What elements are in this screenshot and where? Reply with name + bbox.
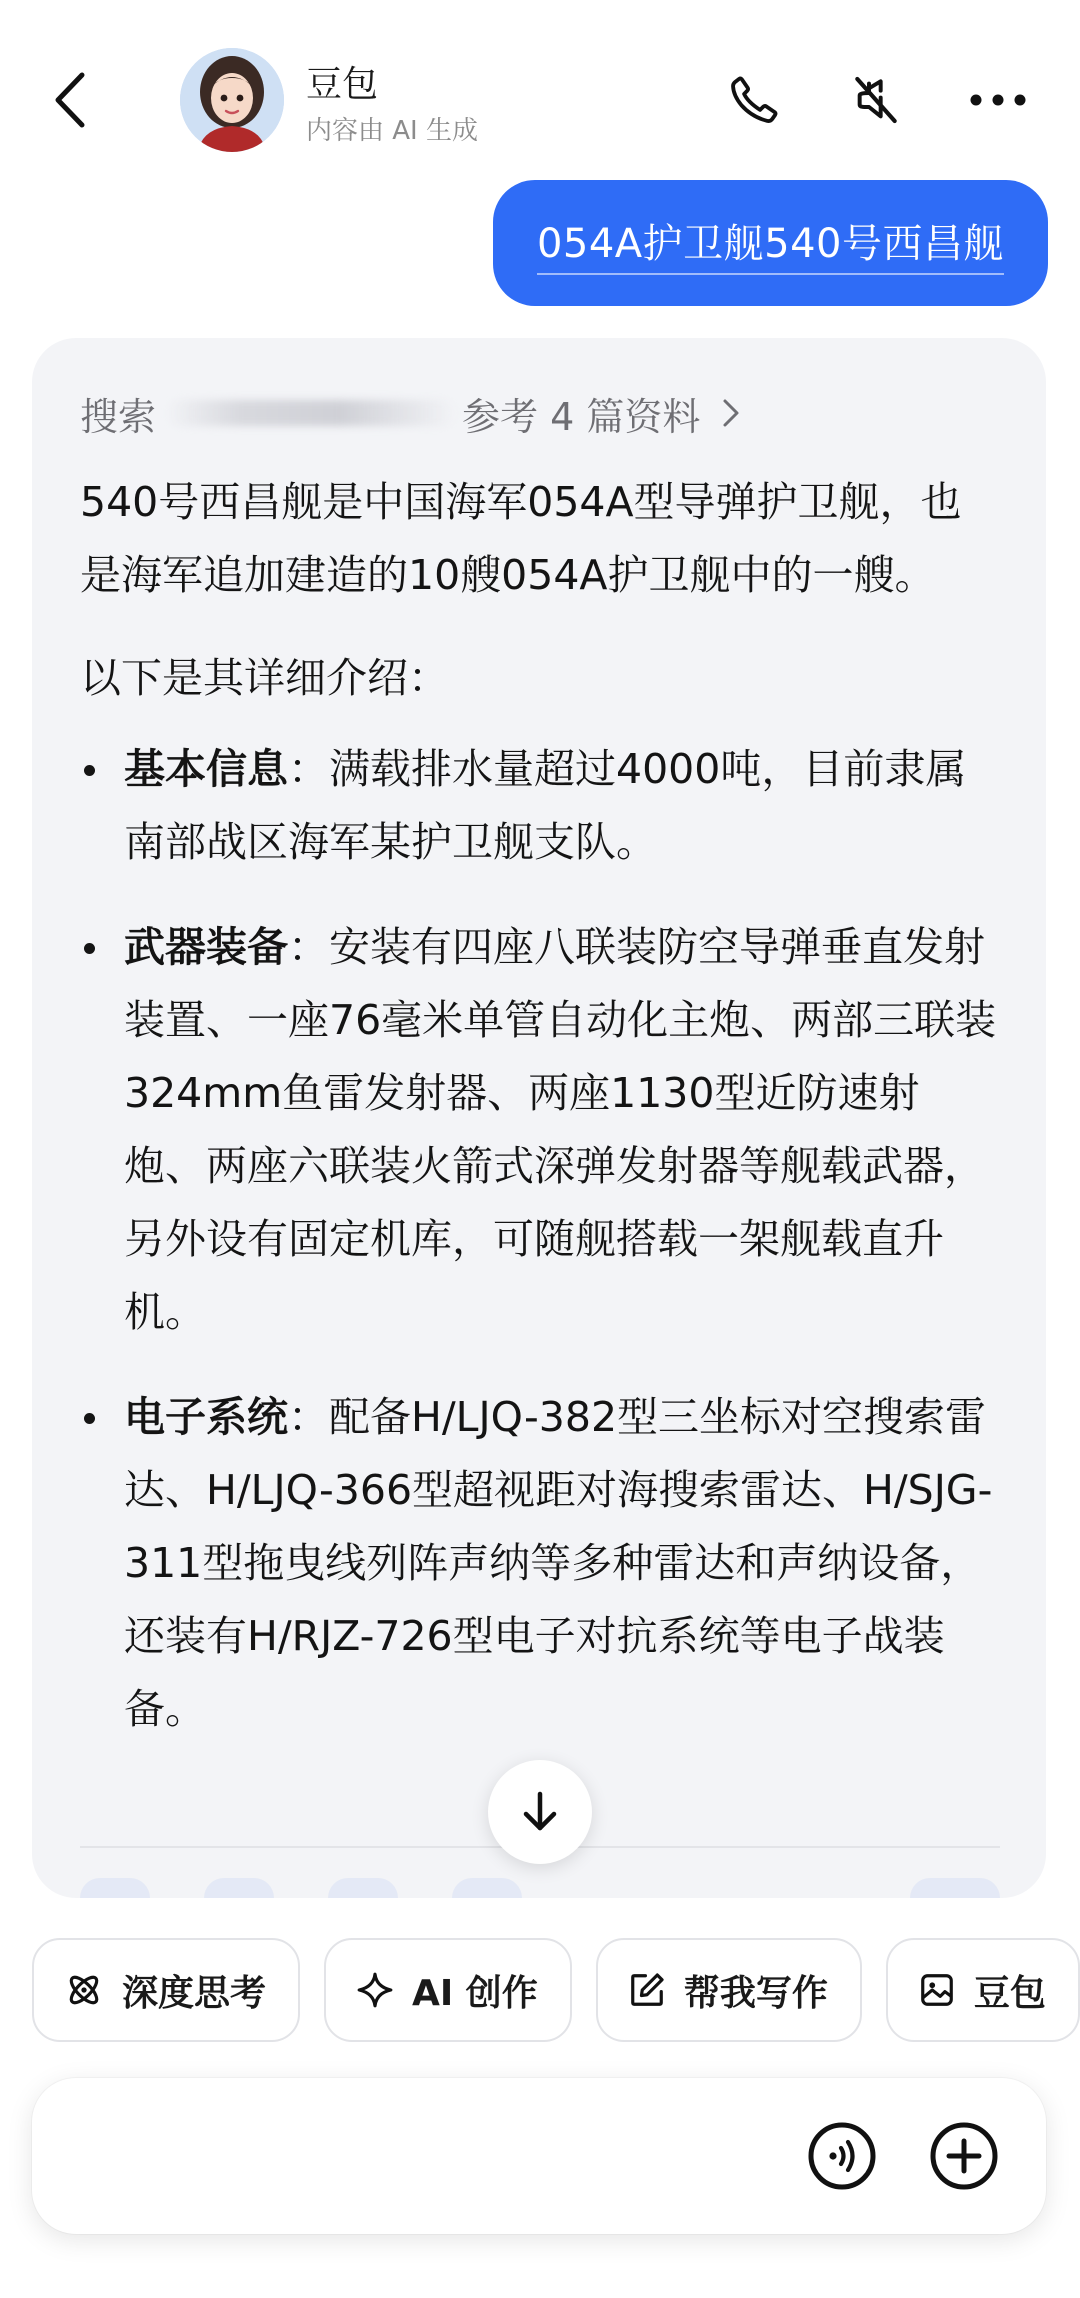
action-chip-partial[interactable] [204,1878,274,1898]
action-chip-partial[interactable] [910,1878,1000,1898]
mute-button[interactable] [838,62,914,138]
action-chip-partial[interactable] [452,1878,522,1898]
sparkle-icon [356,1971,394,2009]
bullet-title: 电子系统 [124,1393,288,1441]
plus-icon [929,2121,999,2191]
call-button[interactable] [716,62,792,138]
bot-name: 豆包 [306,64,379,105]
chip-label: AI 创作 [412,1972,538,2014]
user-message-text: 054A护卫舰540号西昌舰 [537,212,1004,275]
bullet-title: 基本信息 [124,745,288,793]
more-button[interactable] [960,62,1036,138]
search-label: 搜索 [80,394,157,439]
more-icon [968,92,1028,108]
doubao-image-chip[interactable] [886,1938,1080,2042]
back-button[interactable] [40,60,100,140]
avatar[interactable] [180,48,284,152]
search-query-blurred [166,400,456,426]
image-icon [918,1971,956,2009]
speaker-muted-icon [848,72,904,128]
edit-icon [628,1971,666,2009]
chip-label: 帮我写作 [683,1972,828,2014]
voice-button[interactable] [806,2120,878,2192]
help-write-chip[interactable] [596,1938,862,2042]
message-composer[interactable] [32,2078,1046,2234]
chip-label: 深度思考 [122,1972,267,2014]
message-input[interactable] [72,2118,772,2194]
bullet-dot [84,765,95,776]
atom-icon [64,1970,104,2010]
list-item [80,733,1000,879]
bot-subtitle: 内容由 AI 生成 [306,116,478,146]
deep-think-chip[interactable] [32,1938,300,2042]
composer-area [0,1898,1080,2298]
answer-intro: 540号西昌舰是中国海军054A型导弹护卫舰，也是海军追加建造的10艘054A护卫舰中的一艘。 [80,478,962,599]
voice-icon [807,2121,877,2191]
answer-lead: 以下是其详细介绍： [80,654,449,702]
arrow-down-icon [520,1790,560,1834]
list-item [80,1381,1000,1746]
references-label: 参考 4 篇资料 [462,394,701,439]
list-item [80,911,1000,1349]
scroll-to-bottom-button[interactable] [488,1760,592,1864]
ai-create-chip[interactable] [324,1938,572,2042]
user-message-bubble[interactable] [493,180,1048,306]
chevron-right-icon [722,398,740,428]
references-row[interactable] [80,378,1000,448]
chat-header [0,0,1080,190]
action-chip-partial[interactable] [80,1878,150,1898]
answer-bullet-list [80,733,1000,1746]
chip-label: 豆包 [973,1972,1046,2014]
bullet-title: 武器装备 [124,923,288,971]
phone-icon [727,73,781,127]
bullet-text: ：安装有四座八联装防空导弹垂直发射装置、一座76毫米单管自动化主炮、两部三联装324mm鱼雷发射器、两座1130型近防速射炮、两座六联装火箭式深弹发射器等舰载武器，另外设有固定机库，可随舰搭载一架舰载直升机。 [124,923,997,1336]
bullet-text: ：配备H/LJQ-382型三坐标对空搜索雷达、H/LJQ-366型超视距对海搜索雷达、H/SJG-311型拖曳线列阵声纳等多种雷达和声纳设备，还装有H/RJZ-726型电子对抗系统等电子战装备。 [124,1393,993,1733]
quick-actions-row [32,1938,1080,2042]
action-chip-partial[interactable] [328,1878,398,1898]
add-button[interactable] [928,2120,1000,2192]
chevron-left-icon [52,71,88,129]
answer-card [32,338,1046,1898]
bullet-dot [84,943,95,954]
bullet-text: ：满载排水量超过4000吨，目前隶属南部战区海军某护卫舰支队。 [124,745,967,866]
bullet-dot [84,1413,95,1424]
